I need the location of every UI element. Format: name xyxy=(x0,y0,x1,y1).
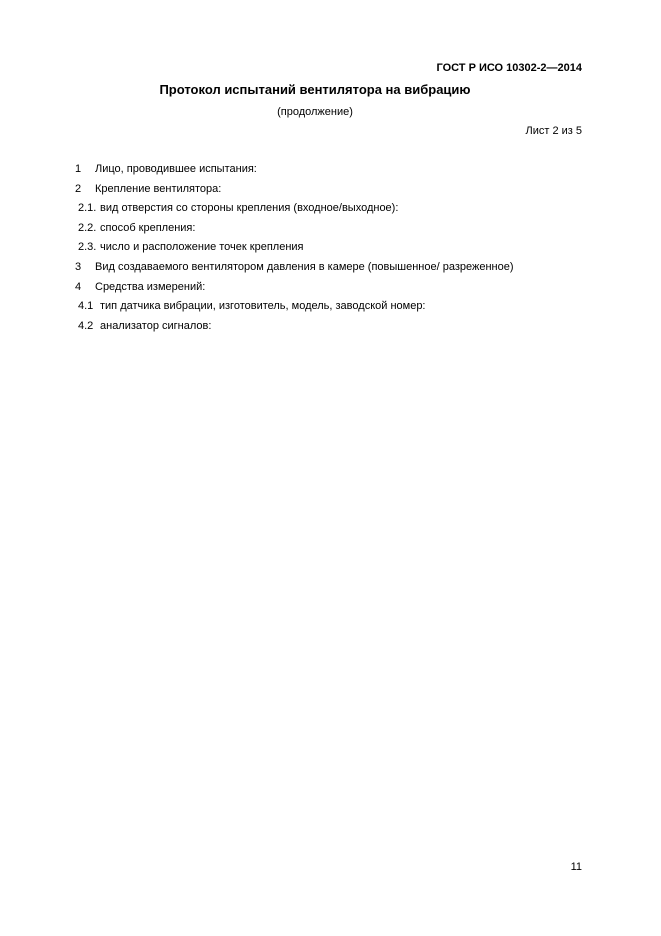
protocol-item xyxy=(73,200,514,220)
item-number: 2.1. xyxy=(78,202,97,215)
item-text: тип датчика вибрации, изготовитель, модель, заводской номер: xyxy=(100,300,426,313)
item-text: Лицо, проводившее испытания: xyxy=(95,163,257,175)
page-number: 11 xyxy=(570,861,582,873)
protocol-item xyxy=(73,259,514,279)
item-text: Средства измерений: xyxy=(95,280,206,293)
item-number: 2.3. xyxy=(78,241,97,254)
item-text: число и расположение точек крепления xyxy=(100,241,304,254)
protocol-item xyxy=(73,220,514,240)
protocol-item xyxy=(73,279,514,299)
item-text: Вид создаваемого вентилятором давления в камере (повышенное/ разреженное) xyxy=(95,260,514,273)
item-number: 2 xyxy=(75,182,82,195)
protocol-item xyxy=(73,298,514,318)
standard-code: ГОСТ Р ИСО 10302-2—2014 xyxy=(436,62,582,74)
item-text: Крепление вентилятора: xyxy=(95,182,222,195)
item-number: 1 xyxy=(75,163,82,175)
sheet-label: Лист 2 из 5 xyxy=(525,125,582,137)
protocol-item xyxy=(73,318,514,338)
protocol-item xyxy=(73,181,514,201)
item-text: вид отверстия со стороны крепления (входное/выходное): xyxy=(100,202,399,215)
item-number: 3 xyxy=(75,260,82,273)
page-title: Протокол испытаний вентилятора на вибрацию xyxy=(159,82,471,97)
protocol-items-list xyxy=(73,161,514,337)
subtitle: (продолжение) xyxy=(277,106,353,118)
item-number: 2.2. xyxy=(78,221,97,234)
item-number: 4.2 xyxy=(78,319,94,332)
item-text: анализатор сигналов: xyxy=(100,319,212,332)
protocol-item xyxy=(73,239,514,259)
item-text: способ крепления: xyxy=(100,221,196,234)
item-number: 4 xyxy=(75,280,82,293)
protocol-item xyxy=(73,161,514,181)
item-number: 4.1 xyxy=(78,300,94,313)
